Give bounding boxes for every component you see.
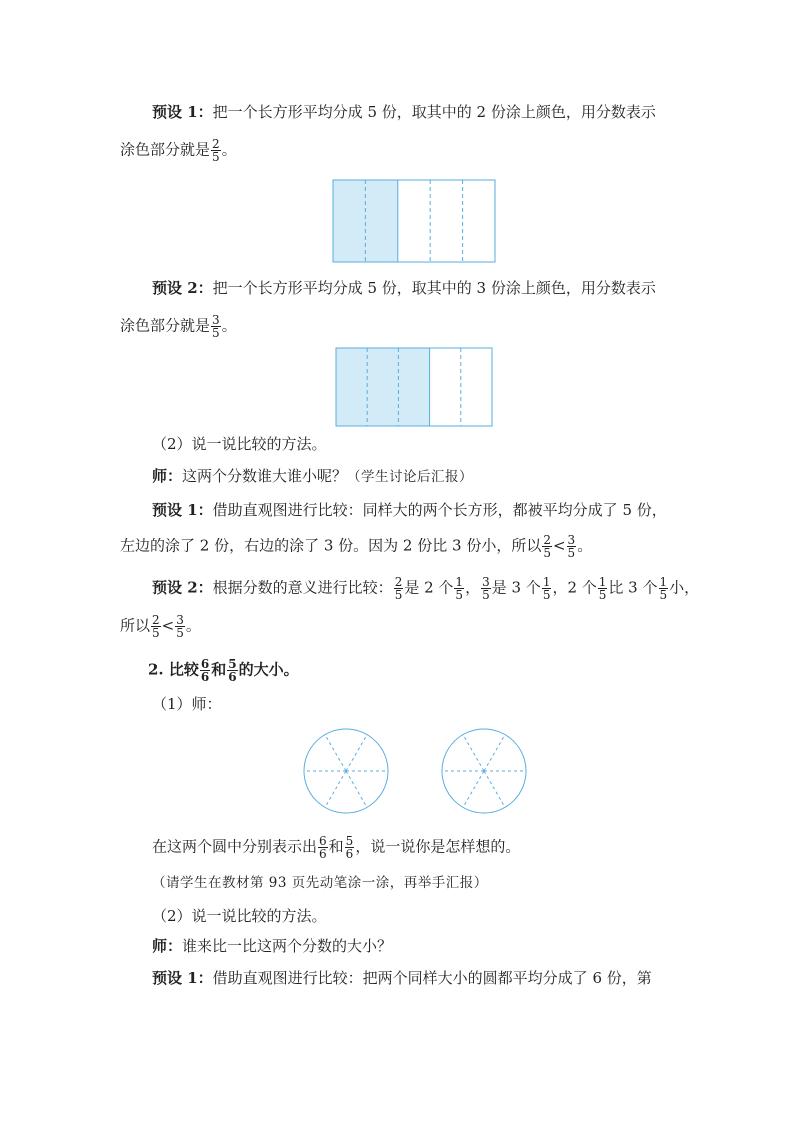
shaded-part [336, 348, 367, 426]
fraction: $\frac{6}{6}$ [319, 834, 327, 861]
preset1-text: 把一个长方形平均分成 5 份，取其中的 2 份涂上颜色，用分数表示 [212, 103, 656, 121]
circle-diagram-left [303, 728, 389, 814]
method-heading-1: （2）说一说比较的方法。 [152, 435, 327, 453]
circle-diagram-right [441, 728, 527, 814]
section2-title: 2. 比较 $\frac{6}{6}$ 和 $\frac{5}{6}$ 的大小。 [148, 657, 299, 684]
fraction: $\frac{3}{5}$ [176, 613, 184, 640]
shaded-part [398, 348, 429, 426]
teacher-note: （学生讨论后汇报） [347, 469, 474, 485]
fraction: $\frac{6}{6}$ [200, 657, 210, 684]
compare1-line1: 预设 1：借助直观图进行比较：同样大的两个长方形，都被平均分成了 5 份， [152, 501, 667, 519]
fraction: $\frac{5}{6}$ [345, 834, 354, 861]
fraction-3-5: $\frac{3}{5}$ [212, 313, 220, 340]
method-heading-2: （2）说一说比较的方法。 [152, 907, 327, 925]
fraction: $\frac{2}{5}$ [543, 533, 551, 560]
preset1-text-b: 涂色部分就是 [120, 140, 211, 159]
compare2-line2: 所以 $\frac{2}{5}$ < $\frac{3}{5}$ 。 [120, 613, 201, 640]
shaded-part [333, 180, 365, 262]
radius-line [484, 735, 505, 771]
fraction-2-5: $\frac{2}{5}$ [212, 137, 220, 164]
preset1-line1 [152, 102, 656, 122]
radius-line [463, 771, 484, 807]
preset2-line2: 涂色部分就是 $\frac{3}{5}$ 。 [120, 313, 237, 340]
radius-line [346, 735, 367, 771]
fraction: $\frac{2}{5}$ [152, 613, 160, 640]
radius-line [325, 771, 346, 807]
fraction: $\frac{1}{5}$ [659, 575, 668, 602]
fraction: $\frac{2}{5}$ [394, 575, 403, 602]
fraction: $\frac{5}{6}$ [228, 657, 237, 684]
fraction: $\frac{1}{5}$ [598, 575, 607, 602]
rectangle-diagram-3-of-5 [335, 347, 493, 427]
teacher-question-2: 师：谁来比一比这两个分数的大小？ [152, 937, 393, 955]
radius-line [325, 735, 346, 771]
preset2-label: 预设 2： [152, 279, 213, 297]
radius-line [484, 771, 505, 807]
fraction: $\frac{3}{5}$ [482, 575, 490, 602]
shaded-part [365, 180, 397, 262]
section2-preset1: 预设 1：借助直观图进行比较：把两个同样大小的圆都平均分成了 6 份，第 [152, 969, 652, 987]
radius-line [463, 735, 484, 771]
section2-note: （请学生在教材第 93 页先动笔涂一涂，再举手汇报） [152, 875, 488, 891]
fraction: $\frac{1}{5}$ [542, 575, 551, 602]
section2-teacher: （1）师： [152, 695, 222, 713]
compare1-line2: 左边的涂了 2 份，右边的涂了 3 份。因为 2 份比 3 份小，所以 $\frac{2}{5}$ < $\frac{3}{5}$ 。 [120, 533, 593, 560]
rectangle-diagram-2-of-5 [332, 179, 496, 263]
fraction: $\frac{3}{5}$ [567, 533, 576, 560]
shaded-part [367, 348, 398, 426]
compare2-line1: 预设 2：根据分数的意义进行比较： $\frac{2}{5}$ 是 2 个 $\frac{1}{5}$ ， $\frac{3}{5}$ 是 3 个 $\frac{1}{5}$ ，2 个 $\frac{1}{5}$ 比 3 个 $\frac{1}{5}$ 小， [152, 575, 700, 602]
section2-prompt: 在这两个圆中分别表示出 $\frac{6}{6}$ 和 $\frac{5}{6}$ ，说一说你是怎样想的。 [152, 834, 521, 861]
preset2-line1 [152, 278, 656, 298]
preset1-line2: 涂色部分就是 $\frac{2}{5}$ 。 [120, 137, 237, 164]
fraction: $\frac{1}{5}$ [455, 575, 464, 602]
preset2-text-b: 涂色部分就是 [120, 316, 211, 335]
preset2-text: 把一个长方形平均分成 5 份，取其中的 3 份涂上颜色，用分数表示 [212, 279, 656, 297]
preset1-label: 预设 1： [152, 103, 213, 121]
teacher-question-1: 师：这两个分数谁大谁小呢？（学生讨论后汇报） [152, 467, 474, 485]
radius-line [346, 771, 367, 807]
